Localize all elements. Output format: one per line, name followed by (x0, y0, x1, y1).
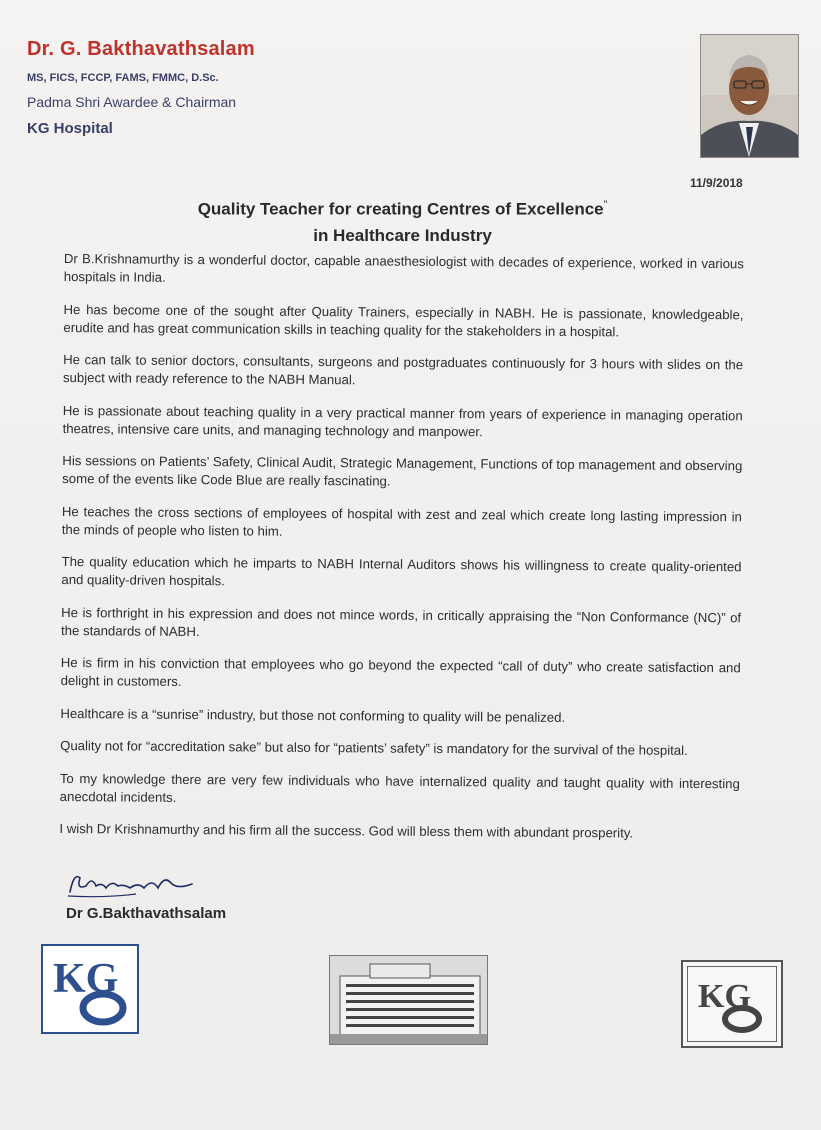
paragraph: I wish Dr Krishnamurthy and his firm all the success. God will bless them with abundant prosperity. (59, 820, 634, 841)
signer-name: Dr G.Bakthavathsalam (66, 905, 227, 922)
paragraph: Dr B.Krishnamurthy is a wonderful doctor, capable anaesthesiologist with decades of experience, worked in various hospitals in India. (63, 250, 744, 285)
hospital-name: KG Hospital (27, 120, 113, 137)
paragraph: To my knowledge there are very few individuals who have internalized quality and taught quality with interesting anecdotal incidents. (59, 770, 740, 805)
title-line-1 (150, 192, 655, 223)
kg-logo-icon (688, 967, 776, 1041)
handwritten-signature (66, 868, 206, 902)
kg-logo-letters: KG (698, 978, 751, 1015)
paragraph: He has become one of the sought after Quality Trainers, especially in NABH. He is passionate, knowledgeable, erudite and has great communication skills in teaching quality for the stakeholders in a hospital. (63, 301, 744, 339)
portrait-photo (700, 34, 799, 158)
paragraph: He is firm in his conviction that employees who go beyond the expected “call of duty” who create satisfaction and delight in customers. (60, 654, 741, 689)
paragraph: He is forthright in his expression and does not mince words, in critically appraising the “Non Conformance (NC)” of the standards of NABH. (60, 604, 742, 639)
paragraph: His sessions on Patients’ Safety, Clinical Audit, Strategic Management, Functions of top management and observing some of the events like Code Blue are really fascinating. (62, 452, 743, 489)
paragraph: Healthcare is a “sunrise” industry, but those not conforming to quality will be penalized. (60, 705, 566, 725)
kg-logo-right (681, 960, 783, 1048)
title-close-quote: ” (603, 199, 608, 211)
kg-logo-frame (687, 966, 777, 1042)
doctor-name: Dr. G. Bakthavathsalam (27, 38, 255, 60)
portrait-illustration (701, 35, 798, 157)
paragraph: He teaches the cross sections of employees of hospital with zest and zeal which create long lasting impression in the minds of people who listen to him. (61, 503, 742, 539)
paragraph: He can talk to senior doctors, consultants, surgeons and postgraduates continuously for 3 hours with slides on the subject with ready reference to the NABH Manual. (62, 351, 744, 388)
role-title: Padma Shri Awardee & Chairman (27, 94, 237, 110)
building-illustration (330, 956, 487, 1044)
kg-logo-letters: KG (53, 956, 119, 1002)
letter-title (150, 192, 655, 249)
kg-logo-left (41, 944, 139, 1034)
title-line-1-text: Quality Teacher for creating Centres of Excellence (197, 199, 604, 219)
letter-date: 11/9/2018 (690, 176, 743, 190)
paragraph: Quality not for “accreditation sake” but also for “patients’ safety” is mandatory for the survival of the hospital. (60, 737, 688, 758)
letter-body (59, 250, 744, 858)
paragraph: He is passionate about teaching quality in a very practical manner from years of experience in managing operation theatres, intensive care units, and managing technology and manpower. (62, 402, 743, 439)
qualifications: MS, FICS, FCCP, FAMS, FMMC, D.Sc. (27, 72, 219, 84)
paragraph: The quality education which he imparts to NABH Internal Auditors shows his willingness to create quality-oriented and quality-driven hospitals. (61, 553, 742, 589)
kg-logo-icon (43, 946, 137, 1032)
hospital-building-photo (329, 955, 488, 1045)
title-line-2: in Healthcare Industry (313, 225, 492, 245)
